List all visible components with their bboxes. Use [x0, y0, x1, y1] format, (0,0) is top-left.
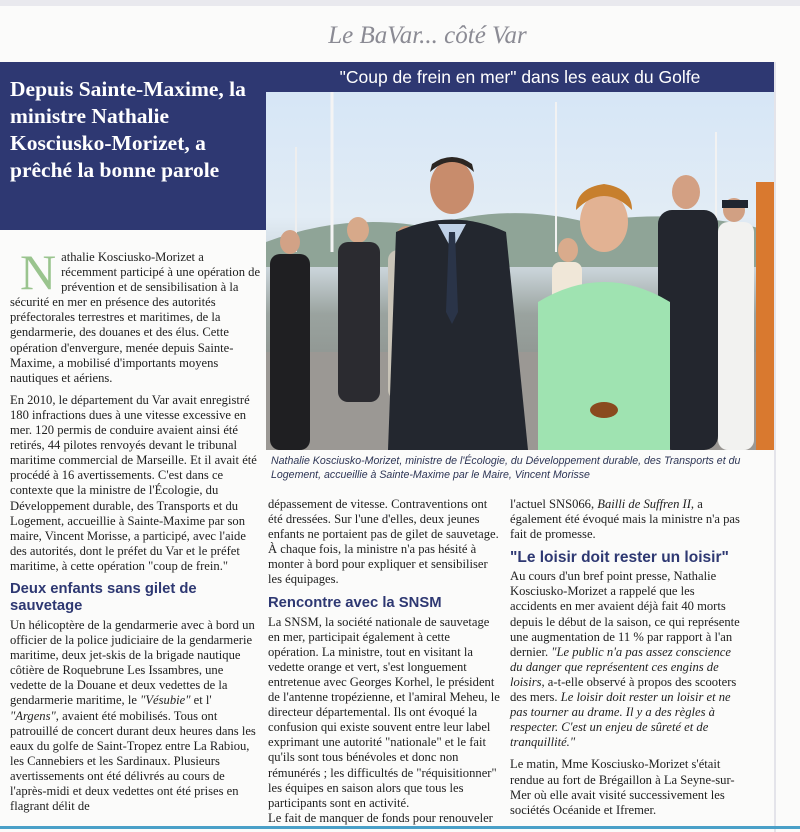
section-kicker: Le BaVar... côté Var: [328, 22, 527, 49]
paragraph-morning-visit: Le matin, Mme Kosciusko-Morizet s'était rendue au fort de Brégaillon à La Seyne-sur-Mer où elle avait visité successivement les sociétés Océanide et Ifremer.: [510, 757, 735, 817]
drop-cap: N: [20, 244, 57, 300]
bottom-rule: [0, 826, 800, 829]
article-column-2: [268, 497, 500, 832]
top-rule: [0, 0, 800, 6]
patrol-text-a: Un hélicoptère de la gendarmerie avec à bord un officier de la police judiciaire de la gendarmerie maritime, deux jet-skis de la brigade nautique côtière de Roquebrune Les Issambres, une vedette de la Douane et deux vedettes de la gendarmerie maritime, le: [10, 617, 255, 708]
paragraph-speeding: dépassement de vitesse. Contraventions ont été dressées. Sur l'une d'elles, deux jeunes enfants ne portaient pas de gilet de sauvetage. À chaque fois, la ministre n'a pas hésité à monter à bord pour expliquer et sensibiliser les équipages.: [268, 497, 499, 587]
paragraph-2010-stats: En 2010, le département du Var avait enregistré 180 infractions dues à une vitesse excessive en mer. 120 permis de conduire avaient ainsi été retirés, 44 pilotes renvoyés devant le tribunal maritime commercial de Marseille. Et il avait été procédé à 16 avertissements. C'est dans ce contexte que la ministre de l'Écologie, du Développement durable, des Transports et du Logement, accueillie à Sainte-Maxime par son maire, Vincent Morisse, a participé, avec l'aide des autorités, dont le préfet du Var et le préfet maritime, à cette opération "coup de frein.": [10, 392, 257, 573]
sns066-text-b: , a également été évoqué mais la ministre n'a pas fait de promesse.: [510, 497, 740, 542]
photo-banner-headline: "Coup de frein en mer" dans les eaux du Golfe: [266, 62, 774, 92]
paragraph-press-point: [510, 569, 742, 750]
subheading-children-lifejacket: Deux enfants sans gilet de sauvetage: [10, 580, 197, 614]
paragraph-funds: Le fait de manquer de fonds pour renouveler: [268, 810, 493, 825]
sns066-text-a: l'actuel SNS066,: [510, 497, 598, 511]
intro-text: athalie Kosciusko-Morizet a récemment participé à une opération de prévention et de sensibilisation à la sécurité en mer en présence des autorités préfectorales terrestres et maritimes, de la gendarmerie, des douanes et des élus. Cette opération d'envergure, menée depuis Sainte-Maxime, a mobilisé d'importants moyens nautiques et aériens.: [10, 250, 261, 385]
subheading-leisure: "Le loisir doit rester un loisir": [510, 549, 729, 567]
paragraph-patrol: [10, 618, 262, 814]
press-text-b: a-t-elle observé à propos des scooters des mers.: [510, 674, 737, 705]
patrol-text-b: et l': [190, 693, 212, 708]
article-column-3: [510, 497, 742, 825]
article-title: Depuis Sainte-Maxime, la ministre Nathalie Kosciusko-Morizet, a prêché la bonne parole: [0, 62, 266, 230]
article-column-1: [10, 244, 262, 821]
page-edge-rule: [774, 62, 776, 832]
boat-name-bailli: Bailli de Suffren II: [597, 497, 691, 511]
boat-name-vesubie: "Vésubie": [140, 693, 191, 708]
patrol-text-c: , avaient été mobilisés. Tous ont patrouillé de concert durant deux heures dans les eaux du golfe de Saint-Tropez entre La Rabiou, les Cannebiers et les Sardinaux. Plusieurs avertissements ont été délivrés au cours de l'après-midi et deux vedettes ont été prises en flagrant délit de: [10, 708, 256, 814]
intro-paragraph: [10, 244, 262, 386]
subheading-snsm: Rencontre avec la SNSM: [268, 594, 442, 611]
photo-illustration: [266, 92, 774, 450]
paragraph-sns066: [510, 497, 742, 542]
paragraph-snsm: La SNSM, la société nationale de sauvetage en mer, participait également à cette opération. La ministre, tout en visitant la vedette orange et vert, s'est longuement entretenue avec Georges Korhel, le président de l'antenne tropézienne, et l'amiral Meheu, le directeur départemental. Ils ont évoqué la confusion qui existe souvent entre leur label exprimant une autorité "nationale" et le fait qu'ils sont tous bénévoles et donc non rémunérés ; les difficultés de "réquisitionner" les équipes en saison alors que tous les participants sont en activité.: [268, 614, 500, 810]
boat-name-argens: "Argens": [10, 708, 56, 723]
quote-1: "Le public n'a pas assez conscience du danger que représentent ces engins de loisirs,: [510, 644, 731, 689]
press-text-a: Au cours d'un bref point presse, Nathalie Kosciusko-Morizet a rappelé que les accidents en mer avaient déjà fait 40 morts depuis le début de la saison, ce qui représente une augmentation de 11 % par rapport à l'an dernier.: [510, 569, 740, 659]
quote-2: Le loisir doit rester un loisir et ne pas tourner au drame. Il y a des règles à respecter. C'est un enjeu de sûreté et de tranquillité.": [510, 690, 731, 750]
photo-caption: Nathalie Kosciusko-Morizet, ministre de l'Écologie, du Développement durable, des Transports et du Logement, accueillie à Sainte-Maxime par le Maire, Vincent Morisse: [271, 455, 741, 481]
article-photo: [266, 92, 774, 450]
